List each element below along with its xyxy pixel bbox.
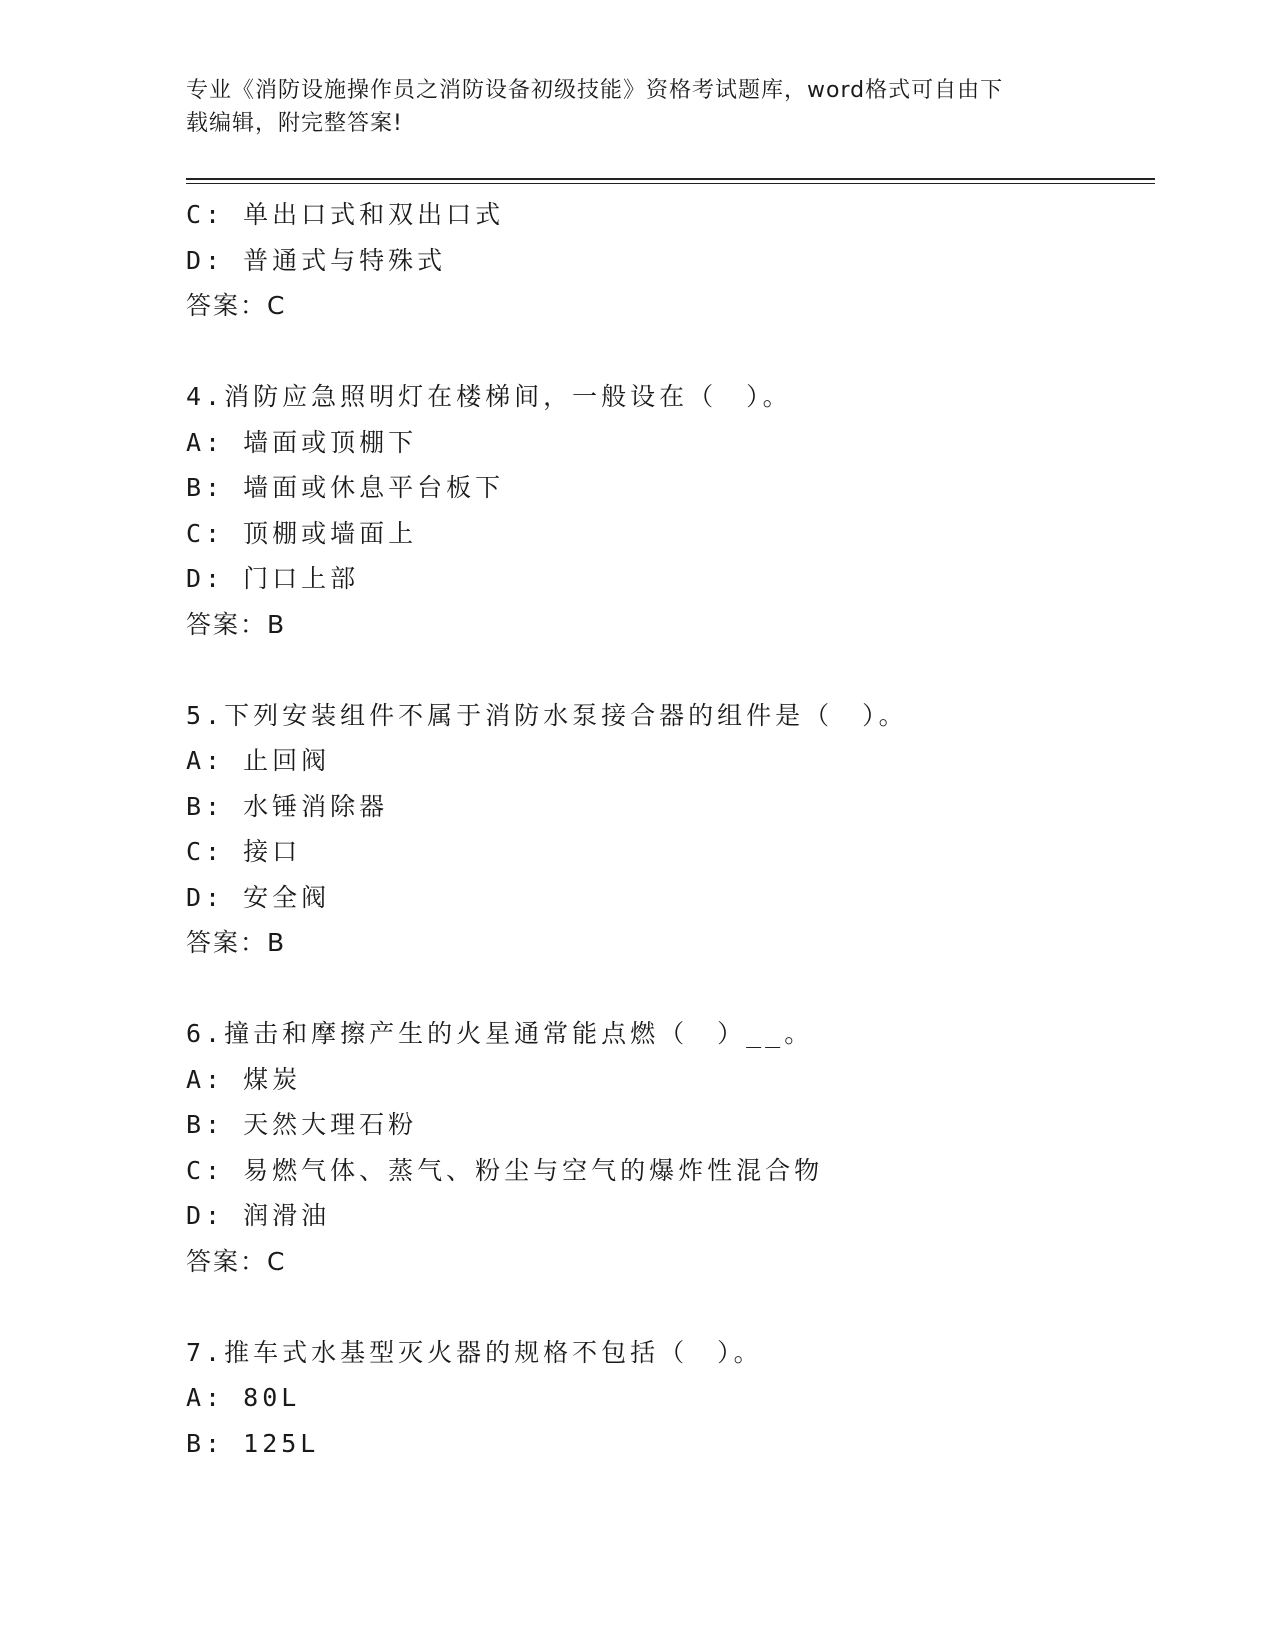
question-stem: 4.消防应急照明灯在楼梯间，一般设在（ ）。 [186,382,792,411]
spacer [186,647,1155,693]
document-header [186,74,1066,140]
option-d: D: 门口上部 [186,564,360,593]
header-line-2: 载编辑，附完整答案! [186,111,403,136]
spacer [186,966,1155,1012]
option-d: D: 安全阀 [186,882,331,912]
option-d: D: 普通式与特殊式 [186,245,447,275]
option-a: A: 墙面或顶棚下 [186,427,418,457]
option-c: C: 接口 [186,837,302,866]
option-c: C: 易燃气体、蒸气、粉尘与空气的爆炸性混合物 [186,1155,824,1185]
header-divider-thick [186,178,1155,180]
question-block [186,1011,1155,1284]
spacer [186,1284,1155,1330]
question-stem: 7.推车式水基型灭火器的规格不包括（ ）。 [186,1337,763,1367]
option-a: A: 止回阀 [186,746,331,775]
answer-line: 答案：C [186,1246,287,1276]
header-divider-thin [186,183,1155,184]
answer-line: 答案：B [186,928,287,957]
question-stem: 5.下列安装组件不属于消防水泵接合器的组件是（ ）。 [186,700,908,730]
question-list [186,192,1155,1466]
option-d: D: 润滑油 [186,1201,331,1230]
question-block [186,374,1155,647]
option-a: A: 80L [186,1383,301,1412]
answer-line: 答案：C [186,291,287,320]
question-block [186,693,1155,966]
header-line-1: 专业《消防设施操作员之消防设备初级技能》资格考试题库，word格式可自由下 [186,78,1004,103]
spacer [186,329,1155,375]
option-a: A: 煤炭 [186,1064,302,1094]
option-b: B: 天然大理石粉 [186,1110,418,1139]
answer-line: 答案：B [186,609,287,639]
option-b: B: 墙面或休息平台板下 [186,473,505,502]
question-stem: 6.撞击和摩擦产生的火星通常能点燃（ ）__。 [186,1019,814,1048]
option-b: B: 水锤消除器 [186,791,389,821]
option-b: B: 125L [186,1428,320,1458]
option-c: C: 顶棚或墙面上 [186,518,418,548]
question-block-partial [186,192,1155,329]
question-block [186,1330,1155,1467]
option-c: C: 单出口式和双出口式 [186,200,505,229]
